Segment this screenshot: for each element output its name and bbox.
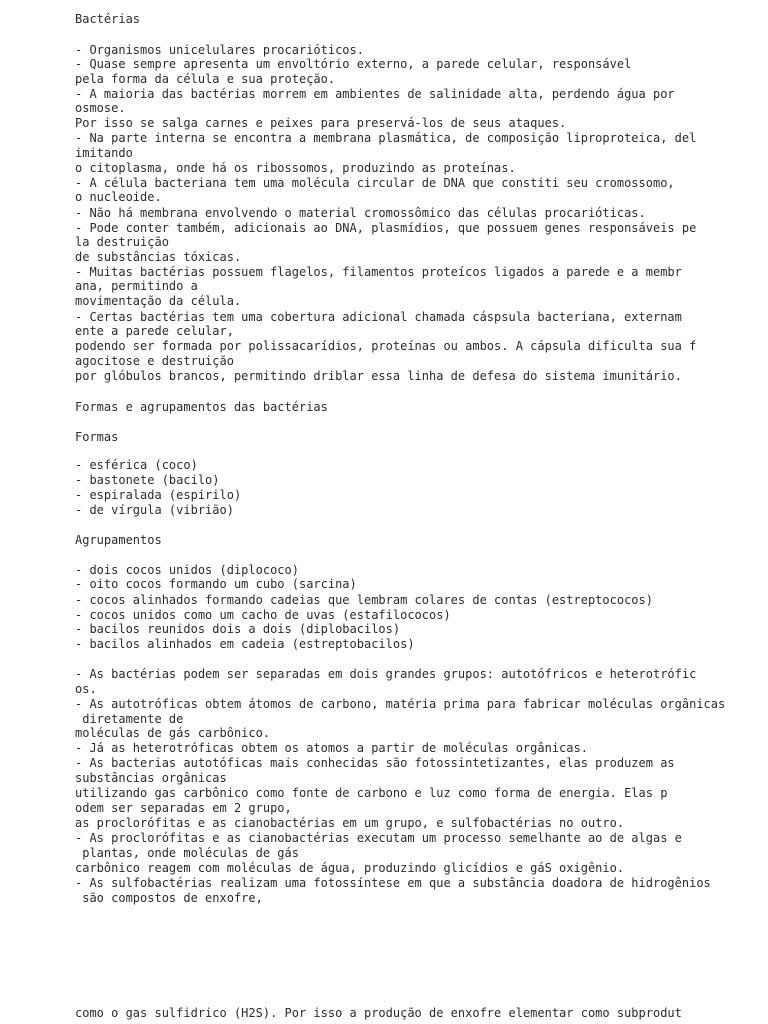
list-item: - esférica (coco) [75, 458, 198, 472]
text-line: agocitose e destruição [75, 354, 234, 368]
text-line: o nucleoide. [75, 190, 162, 204]
section-heading: Agrupamentos [75, 533, 162, 547]
section-heading: Formas [75, 430, 119, 444]
text-line: utilizando gas carbônico como fonte de carbono e luz como forma de energia. Elas p [75, 786, 668, 800]
text-line: odem ser separadas em 2 grupo, [75, 801, 292, 815]
text-line: la destruição [75, 235, 169, 249]
text-line: como o gas sulfidrico (H2S). Por isso a produção de enxofre elementar como subprodut [75, 1006, 682, 1020]
text-line: - As autotróficas obtem átomos de carbono, matéria prima para fabricar moléculas orgânicas [75, 697, 726, 711]
text-line: - As bacterias autotóficas mais conhecidas são fotossintetizantes, elas produzem as [75, 756, 675, 770]
text-line: diretamente de [75, 712, 184, 726]
list-item: - cocos unidos como um cacho de uvas (estafilococos) [75, 608, 451, 622]
text-line: ente a parede celular, [75, 324, 234, 338]
text-line: o citoplasma, onde há os ribossomos, produzindo as proteínas. [75, 161, 516, 175]
text-line: pela forma da célula e sua proteção. [75, 72, 336, 86]
text-line: - Muitas bactérias possuem flagelos, filamentos proteícos ligados a parede e a membr [75, 265, 682, 279]
list-item: - bacilos reunidos dois a dois (diplobacilos) [75, 622, 401, 636]
text-line: movimentação da célula. [75, 294, 242, 308]
text-line: os. [75, 682, 97, 696]
text-line: são compostos de enxofre, [75, 891, 263, 905]
text-line: - A maioria das bactérias morrem em ambientes de salinidade alta, perdendo água por [75, 87, 675, 101]
list-item: - de vírgula (vibrião) [75, 503, 234, 517]
text-line: - Certas bactérias tem uma cobertura adicional chamada cáspsula bacteriana, externam [75, 310, 682, 324]
text-line: - A célula bacteriana tem uma molécula circular de DNA que constiti seu cromossomo, [75, 176, 675, 190]
text-line: por glóbulos brancos, permitindo driblar essa linha de defesa do sistema imunitário. [75, 369, 682, 383]
text-line: - Pode conter também, adicionais ao DNA, plasmídios, que possuem genes responsáveis pe [75, 221, 697, 235]
list-item: - bastonete (bacilo) [75, 473, 220, 487]
text-line: - Na parte interna se encontra a membrana plasmática, de composição liproproteica, del [75, 131, 697, 145]
text-line: ana, permitindo a [75, 279, 198, 293]
text-line: - As sulfobactérias realizam uma fotossíntese em que a substância doadora de hidrogênios [75, 876, 711, 890]
list-item: - oito cocos formando um cubo (sarcina) [75, 577, 357, 591]
section-heading: Formas e agrupamentos das bactérias [75, 400, 328, 414]
text-line: substâncias orgânicas [75, 771, 227, 785]
text-line: podendo ser formada por polissacarídios, proteínas ou ambos. A cápsula dificulta sua f [75, 339, 697, 353]
text-line: - Quase sempre apresenta um envoltório externo, a parede celular, responsável [75, 57, 632, 71]
text-line: plantas, onde moléculas de gás [75, 846, 299, 860]
document-title: Bactérias [75, 12, 141, 26]
text-line: - As bactérias podem ser separadas em dois grandes grupos: autotófricos e heterotrófic [75, 667, 697, 681]
text-line: - Já as heterotróficas obtem os atomos a partir de moléculas orgânicas. [75, 741, 588, 755]
text-line: de substâncias tóxicas. [75, 250, 242, 264]
text-line: imitando [75, 146, 133, 160]
text-line: - As proclorófitas e as cianobactérias executam um processo semelhante ao de algas e [75, 831, 682, 845]
list-item: - dois cocos unidos (diplococo) [75, 563, 299, 577]
text-line: Por isso se salga carnes e peixes para preservá-los de seus ataques. [75, 116, 567, 130]
list-item: - cocos alinhados formando cadeias que lembram colares de contas (estreptococos) [75, 593, 653, 607]
text-line: - Organismos unicelulares procarióticos. [75, 43, 364, 57]
text-line: moléculas de gás carbônico. [75, 726, 271, 740]
text-line: as proclorófitas e as cianobactérias em um grupo, e sulfobactérias no outro. [75, 816, 625, 830]
text-line: carbônico reagem com moléculas de água, produzindo glicídios e gáS oxigênio. [75, 861, 625, 875]
text-line: osmose. [75, 101, 126, 115]
list-item: - espiralada (espirilo) [75, 488, 242, 502]
list-item: - bacilos alinhados em cadeia (estreptobacilos) [75, 637, 415, 651]
text-line: - Não há membrana envolvendo o material cromossômico das células procarióticas. [75, 206, 646, 220]
